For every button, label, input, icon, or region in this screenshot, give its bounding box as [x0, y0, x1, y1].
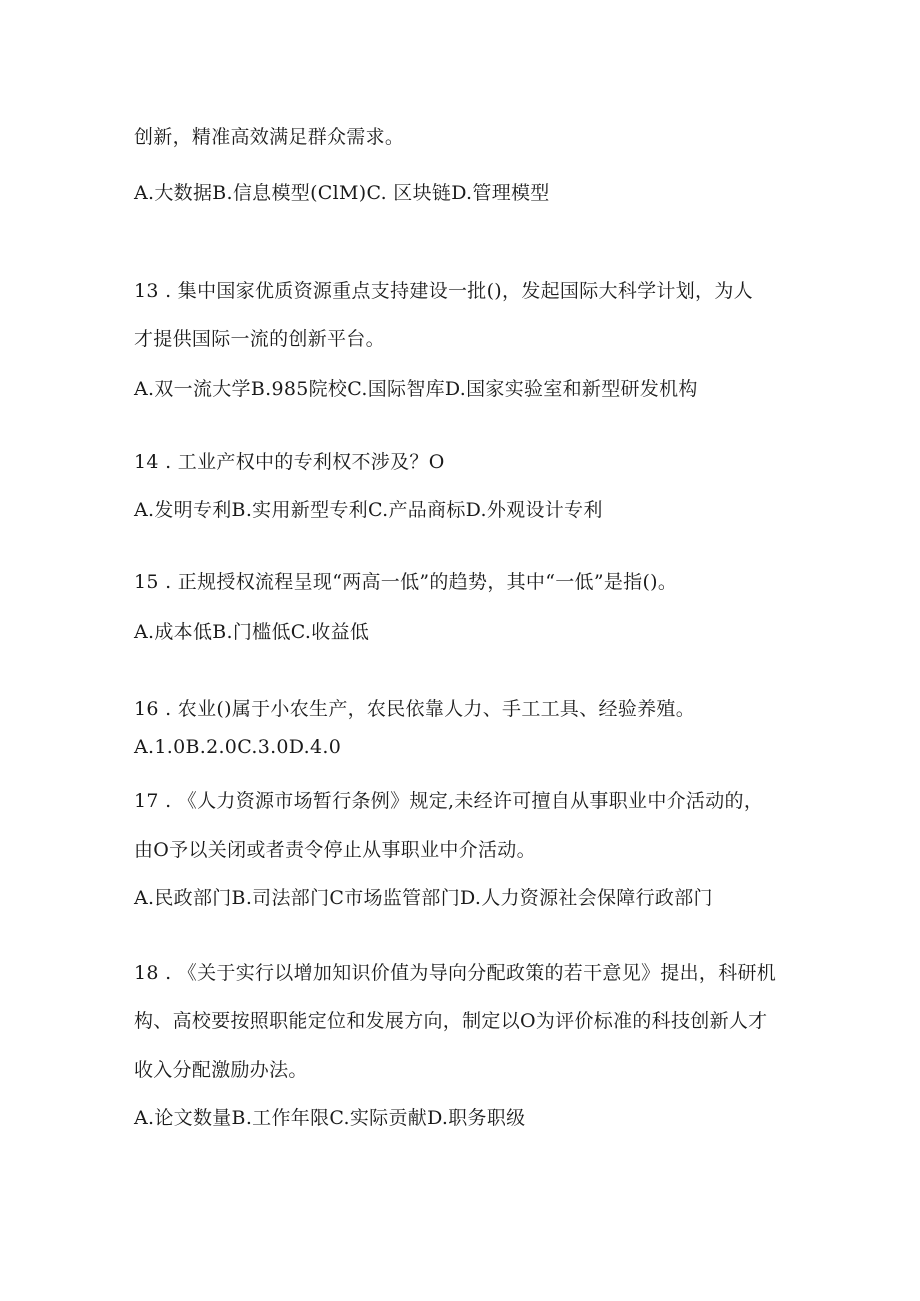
q15-options: A.成本低B.门槛低C.收益低 [134, 621, 370, 643]
q18-text-line3: 收入分配激励办法。 [134, 1059, 308, 1081]
q13-text-line2: 才提供国际一流的创新平台。 [134, 328, 385, 350]
q16-options: A.1.0B.2.0C.3.0D.4.0 [134, 736, 342, 758]
q16-text: 16 . 农业()属于小农生产，农民依靠人力、手工工具、经验养殖。 [134, 698, 696, 720]
q14-options: A.发明专利B.实用新型专利C.产品商标D.外观设计专利 [134, 499, 603, 521]
q17-text-line2: 由O予以关闭或者责令停止从事职业中介活动。 [134, 839, 536, 861]
q15-text: 15 . 正规授权流程呈现“两高一低”的趋势，其中“一低”是指()。 [134, 571, 678, 593]
q12-options: A.大数据B.信息模型(ClM)C. 区块链D.管理模型 [134, 182, 550, 204]
q17-options: A.民政部门B.司法部门C市场监管部门D.人力资源社会保障行政部门 [134, 887, 713, 909]
q13-text-line1: 13 . 集中国家优质资源重点支持建设一批()，发起国际大科学计划，为人 [134, 280, 753, 302]
q18-options: A.论文数量B.工作年限C.实际贡献D.职务职级 [134, 1107, 526, 1129]
q18-text-line1: 18 . 《关于实行以增加知识价值为导向分配政策的若干意见》提出，科研机 [134, 962, 777, 984]
q14-text: 14 . 工业产权中的专利权不涉及？O [134, 451, 445, 473]
q13-options: A.双一流大学B.985院校C.国际智库D.国家实验室和新型研发机构 [134, 378, 698, 400]
q18-text-line2: 构、高校要按照职能定位和发展方向，制定以O为评价标准的科技创新人才 [134, 1010, 768, 1032]
q17-text-line1: 17 . 《人力资源市场暂行条例》规定,未经许可擅自从事职业中介活动的， [134, 790, 764, 812]
q12-text-end: 创新，精准高效满足群众需求。 [134, 126, 405, 148]
